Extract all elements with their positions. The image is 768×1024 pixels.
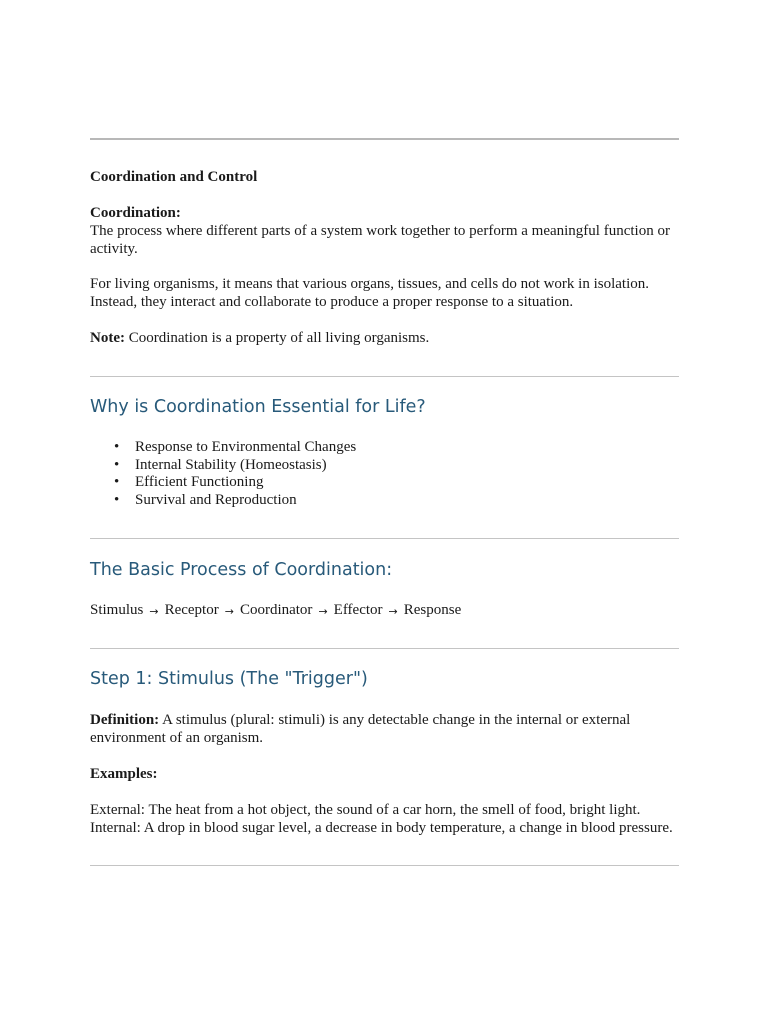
arrow-right-icon: → [224, 605, 234, 618]
flow-step: Receptor [164, 602, 219, 618]
section-divider [90, 865, 679, 866]
list-item [114, 474, 356, 492]
flow-step: Stimulus [90, 602, 144, 618]
bullet-icon: • [114, 491, 120, 508]
bullet-icon: • [114, 456, 120, 473]
note-paragraph [90, 329, 679, 347]
note-label: Note: [90, 330, 125, 346]
coordination-definition: The process where different parts of a system work together to perform a meaningful function or activity. [90, 223, 670, 257]
document-title: Coordination and Control [90, 169, 258, 185]
top-divider [90, 138, 679, 140]
arrow-right-icon: → [388, 605, 398, 618]
arrow-right-icon: → [318, 605, 328, 618]
note-text: Coordination is a property of all living organisms. [124, 330, 430, 346]
list-item-text: Efficient Functioning [135, 474, 264, 490]
definition-label: Definition: [90, 712, 160, 728]
flow-step: Effector [333, 602, 383, 618]
coordination-label: Coordination: [90, 205, 181, 221]
living-organisms-line-2: Instead, they interact and collaborate to produce a proper response to a situation. [90, 294, 574, 310]
list-item [114, 456, 356, 475]
flow-step: Coordinator [239, 602, 313, 618]
list-item-text: Survival and Reproduction [135, 491, 297, 508]
internal-examples: Internal: A drop in blood sugar level, a decrease in body temperature, a change in blood pressure. [90, 820, 673, 836]
definition-paragraph [90, 711, 679, 747]
bullet-icon: • [114, 439, 120, 455]
flow-step: Response [403, 602, 462, 618]
external-examples: External: The heat from a hot object, the sound of a car horn, the smell of food, bright light. [90, 802, 641, 818]
living-organisms-line-1: For living organisms, it means that various organs, tissues, and cells do not work in isolation. [90, 276, 649, 292]
why-list [90, 439, 356, 509]
section-divider [90, 538, 679, 539]
section-divider [90, 648, 679, 649]
process-heading: The Basic Process of Coordination: [90, 560, 393, 580]
section-divider [90, 376, 679, 377]
list-item-text: Response to Environmental Changes [135, 439, 357, 455]
bullet-icon: • [114, 474, 120, 490]
arrow-right-icon: → [149, 605, 159, 618]
step1-heading: Step 1: Stimulus (The "Trigger") [90, 669, 368, 689]
process-flow [90, 601, 461, 620]
why-heading: Why is Coordination Essential for Life? [90, 397, 426, 417]
examples-label: Examples: [90, 766, 158, 782]
list-item-text: Internal Stability (Homeostasis) [135, 456, 327, 473]
definition-text: A stimulus (plural: stimuli) is any detectable change in the internal or external environment of an organism. [90, 712, 631, 746]
list-item [114, 439, 357, 457]
list-item [114, 491, 356, 510]
